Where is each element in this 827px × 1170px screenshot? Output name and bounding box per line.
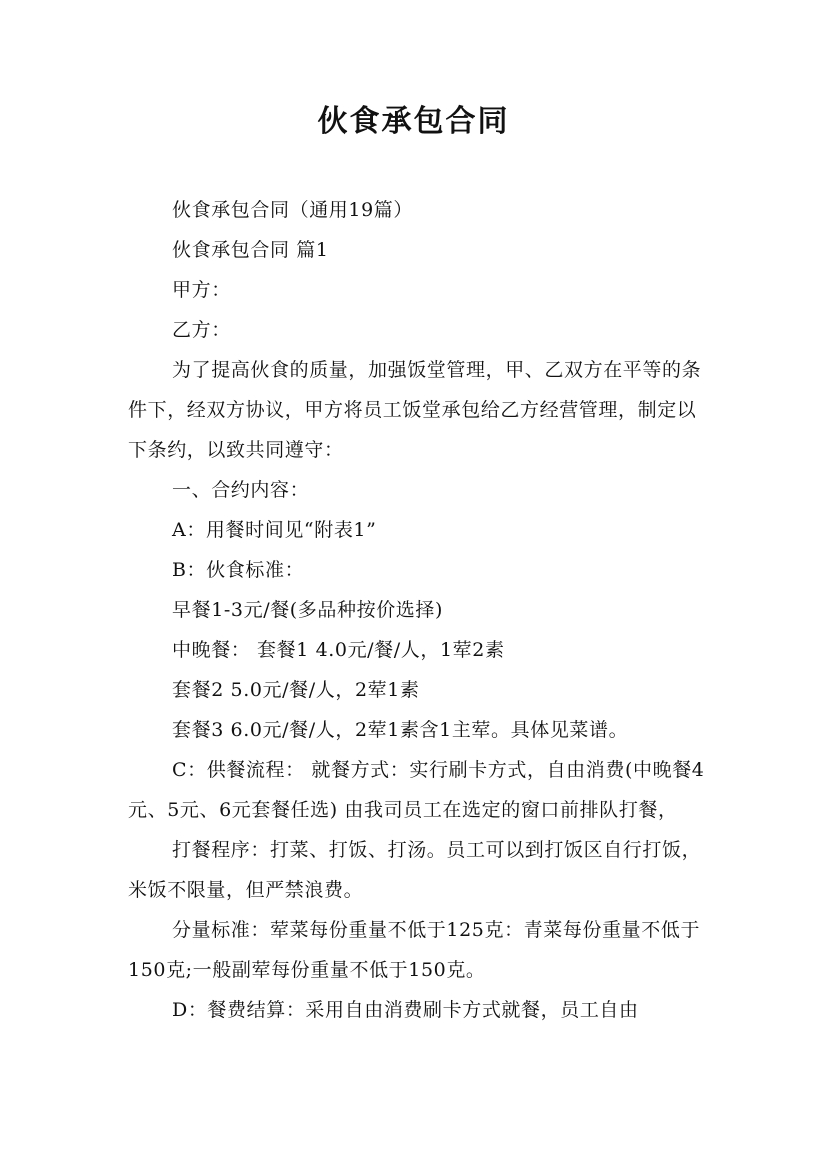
paragraph: 早餐1-3元/餐(多品种按价选择) [172, 599, 444, 621]
paragraph: A：用餐时间见“附表1” [172, 519, 377, 541]
paragraph: 分量标准：荤菜每份重量不低于125克：青菜每份重量不低于150克;一般副荤每份重量不低于150克。 [128, 919, 701, 981]
paragraph: D：餐费结算：采用自由消费刷卡方式就餐，员工自由 [172, 999, 639, 1021]
document-title: 伙食承包合同 [317, 104, 510, 139]
paragraph: 为了提高伙食的质量，加强饭堂管理，甲、乙双方在平等的条件下，经双方协议，甲方将员工饭堂承包给乙方经营管理，制定以下条约，以致共同遵守： [128, 359, 702, 461]
paragraph: 套餐3 6.0元/餐/人，2荤1素含1主荤。具体见菜谱。 [172, 719, 629, 741]
paragraph: 伙食承包合同（通用19篇） [172, 199, 413, 221]
paragraph: 套餐2 5.0元/餐/人，2荤1素 [172, 679, 420, 701]
paragraph: 一、合约内容： [172, 479, 310, 501]
paragraph: 伙食承包合同 篇1 [172, 239, 329, 261]
paragraph: 打餐程序：打菜、打饭、打汤。员工可以到打饭区自行打饭，米饭不限量，但严禁浪费。 [128, 839, 702, 901]
document-body [128, 190, 706, 1030]
paragraph: B：伙食标准： [172, 559, 305, 581]
paragraph: 乙方： [172, 319, 231, 341]
paragraph: 甲方： [172, 279, 231, 301]
paragraph: C：供餐流程： 就餐方式：实行刷卡方式，自由消费(中晚餐4元、5元、6元套餐任选) 由我司员工在选定的窗口前排队打餐， [128, 759, 705, 821]
paragraph: 中晚餐： 套餐1 4.0元/餐/人，1荤2素 [172, 639, 505, 661]
